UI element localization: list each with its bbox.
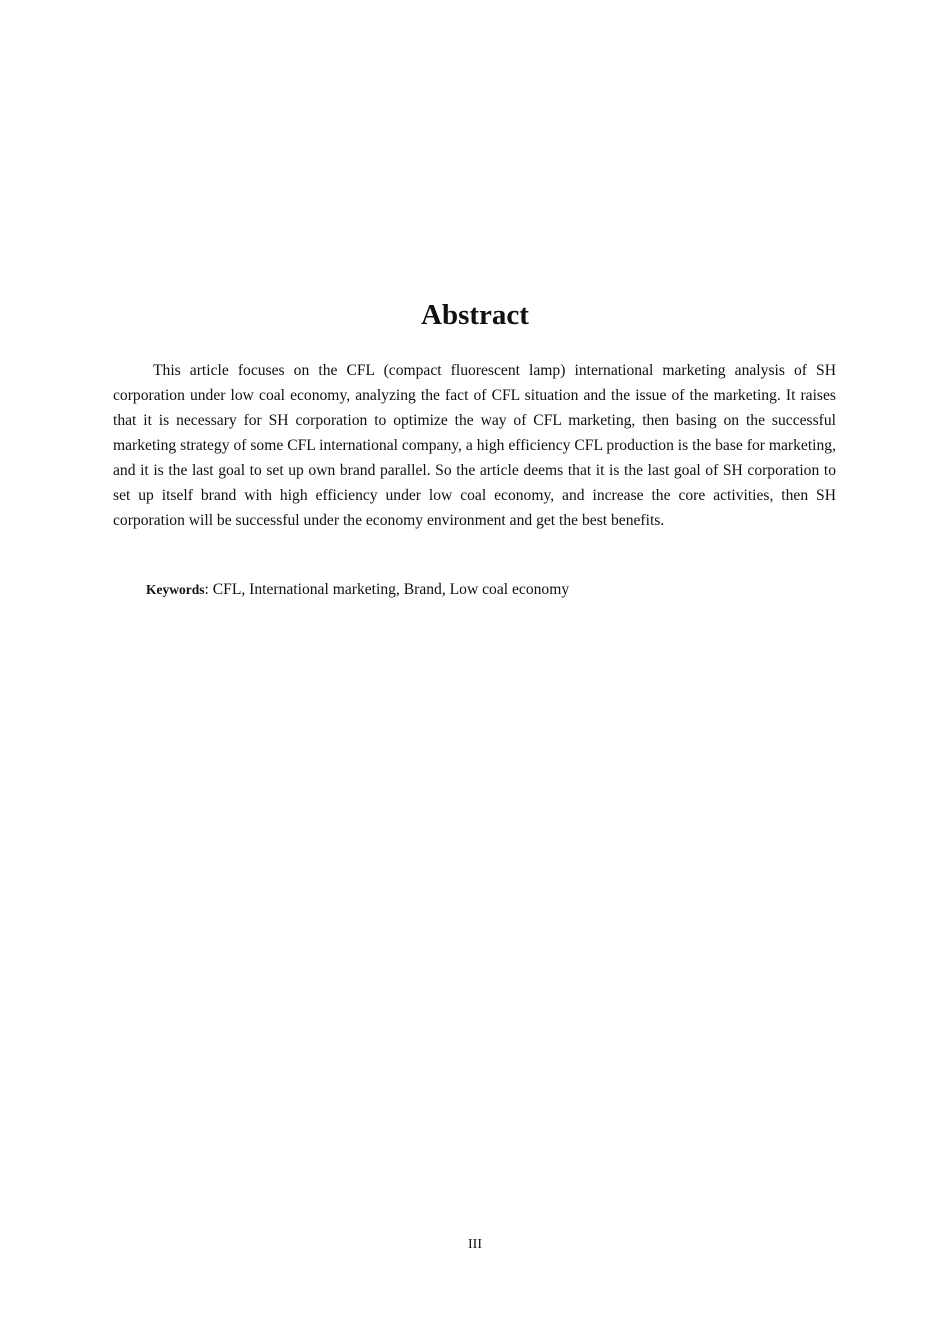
keywords-label: Keywords xyxy=(146,582,205,597)
keywords-text: CFL, International marketing, Brand, Low coal economy xyxy=(208,581,570,598)
page-number: III xyxy=(468,1237,482,1252)
keywords-separator: : xyxy=(204,581,209,598)
abstract-title: Abstract xyxy=(421,299,529,331)
keywords-line xyxy=(146,578,569,602)
abstract-body: This article focuses on the CFL (compact fluorescent lamp) international marketing analysis of SH corporation under low coal economy, analyzing the fact of CFL situation and the issue of the marketing. It raises that it is necessary for SH corporation to optimize the way of CFL marketing, then basing on the successful marketing strategy of some CFL international company, a high efficiency CFL production is the base for marketing, and it is the last goal to set up own brand parallel. So the article deems that it is the last goal of SH corporation to set up itself brand with high efficiency under low coal economy, and increase the core activities, then SH corporation will be successful under the economy environment and get the best benefits. xyxy=(113,362,836,529)
